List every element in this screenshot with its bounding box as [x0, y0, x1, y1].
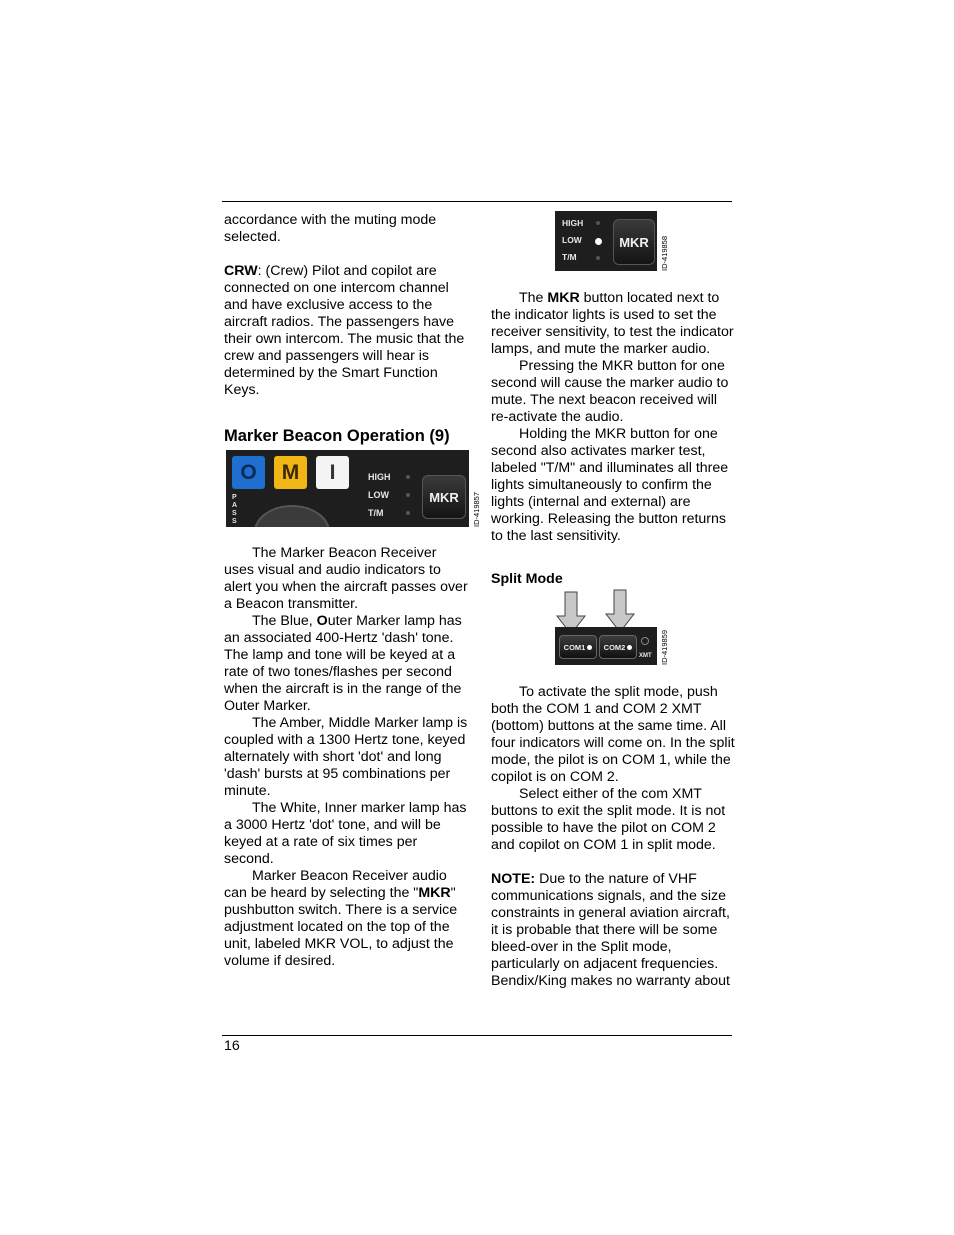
high-indicator: [406, 475, 410, 479]
paragraph: accordance with the muting mode selected.: [224, 212, 437, 245]
left-column: [224, 212, 469, 399]
paragraph-crw: [224, 263, 469, 399]
paragraph-middle-marker: The Amber, Middle Marker lamp is coupled with a 1300 Hertz tone, keyed alternately with short 'dot' and long 'dash' bursts at 95 combinations per minute.: [224, 715, 468, 799]
marker-panel-photo: [226, 450, 469, 527]
com2-button: COM2: [599, 635, 637, 659]
crw-text: : (Crew) Pilot and copilot are connected on one intercom channel and have exclusive access to the aircraft radios. The passengers have their own intercom. The music that the crew and passengers will hear is determined by the Smart Function Keys.: [224, 263, 465, 398]
low-label: LOW: [562, 235, 582, 245]
paragraph-mkr-audio: Marker Beacon Receiver audio can be heard by selecting the "MKR" pushbutton switch. There is a service adjustment located on the top of the unit, labeled MKR VOL, to adjust the volume if desired.: [224, 868, 458, 969]
page-number: 16: [224, 1038, 240, 1054]
paragraph: To activate the split mode, push both the COM 1 and COM 2 XMT (bottom) buttons at the same time. All four indicators will come on. In the split mode, the pilot is on COM 1, while the copilot is on COM 2.: [491, 684, 735, 785]
tm-label: T/M: [562, 252, 577, 262]
right-column-body: [491, 684, 736, 990]
high-label: HIGH: [562, 218, 584, 228]
outer-marker-lamp: O: [232, 456, 265, 489]
figure-id: ID-419857: [472, 491, 481, 527]
figure-id: ID-419858: [660, 235, 669, 271]
mkr-button: MKR: [613, 219, 655, 265]
mkr-button: MKR: [422, 475, 466, 519]
top-rule: [222, 201, 732, 202]
paragraph-inner-marker: The White, Inner marker lamp has a 3000 Hertz 'dot' tone, and will be keyed at a rate of six times per second.: [224, 800, 467, 867]
high-indicator: [596, 221, 600, 225]
bottom-rule: [222, 1035, 732, 1036]
paragraph-outer-marker: The Blue, Outer Marker lamp has an associated 400-Hertz 'dash' tone. The lamp and tone will be keyed at a rate of two tones/flashes per second when the aircraft is in the range of the Outer Marker.: [224, 613, 462, 714]
paragraph-mkr: The MKR button located next to the indicator lights is used to set the receiver sensitivity, to test the indicator lamps, and mute the marker audio.: [491, 290, 734, 357]
note-text: Due to the nature of VHF communications signals, and the size constraints in general aviation aircraft, it is probable that there will be some bleed-over in the Split mode, particularly on adjacent frequencies. Bendix/King makes no warranty about: [491, 871, 730, 989]
subsection-heading: Split Mode: [491, 571, 563, 587]
pass-label: P A S S: [232, 494, 238, 525]
middle-marker-lamp: M: [274, 456, 307, 489]
knob: [254, 505, 330, 527]
com2-indicator: [627, 645, 632, 650]
com-buttons-photo: [555, 627, 657, 665]
tm-indicator: [406, 511, 410, 515]
xmt-indicator: [641, 637, 649, 645]
mkr-button-photo: [555, 211, 657, 271]
low-label: LOW: [368, 490, 389, 500]
com1-indicator: [587, 645, 592, 650]
left-column-body: [224, 545, 469, 970]
paragraph: The Marker Beacon Receiver uses visual and audio indicators to alert you when the aircraft passes over a Beacon transmitter.: [224, 545, 468, 612]
figure-id: ID-419859: [660, 629, 669, 665]
low-indicator: [406, 493, 410, 497]
paragraph: Select either of the com XMT buttons to exit the split mode. It is not possible to have the pilot on COM 2 and copilot on COM 1 in split mode.: [491, 786, 726, 853]
section-heading: Marker Beacon Operation (9): [224, 427, 450, 445]
paragraph: Holding the MKR button for one second also activates marker test, labeled "T/M" and illuminates all three lights simultaneously to confirm the lights (internal and external) are working. Releasing the button returns to the last sensitivity.: [491, 426, 729, 544]
paragraph: Pressing the MKR button for one second will cause the marker audio to mute. The next beacon received will re-activate the audio.: [491, 358, 729, 425]
xmt-label: XMT: [639, 653, 652, 659]
tm-label: T/M: [368, 508, 384, 518]
com1-button: COM1: [559, 635, 597, 659]
down-arrow-icon: [606, 590, 634, 632]
crw-label: CRW: [224, 263, 258, 279]
low-indicator-lit: [595, 238, 602, 245]
inner-marker-lamp: I: [316, 456, 349, 489]
note-label: NOTE:: [491, 871, 536, 887]
note: [491, 871, 736, 990]
high-label: HIGH: [368, 472, 391, 482]
right-column: [491, 290, 736, 545]
tm-indicator: [596, 256, 600, 260]
